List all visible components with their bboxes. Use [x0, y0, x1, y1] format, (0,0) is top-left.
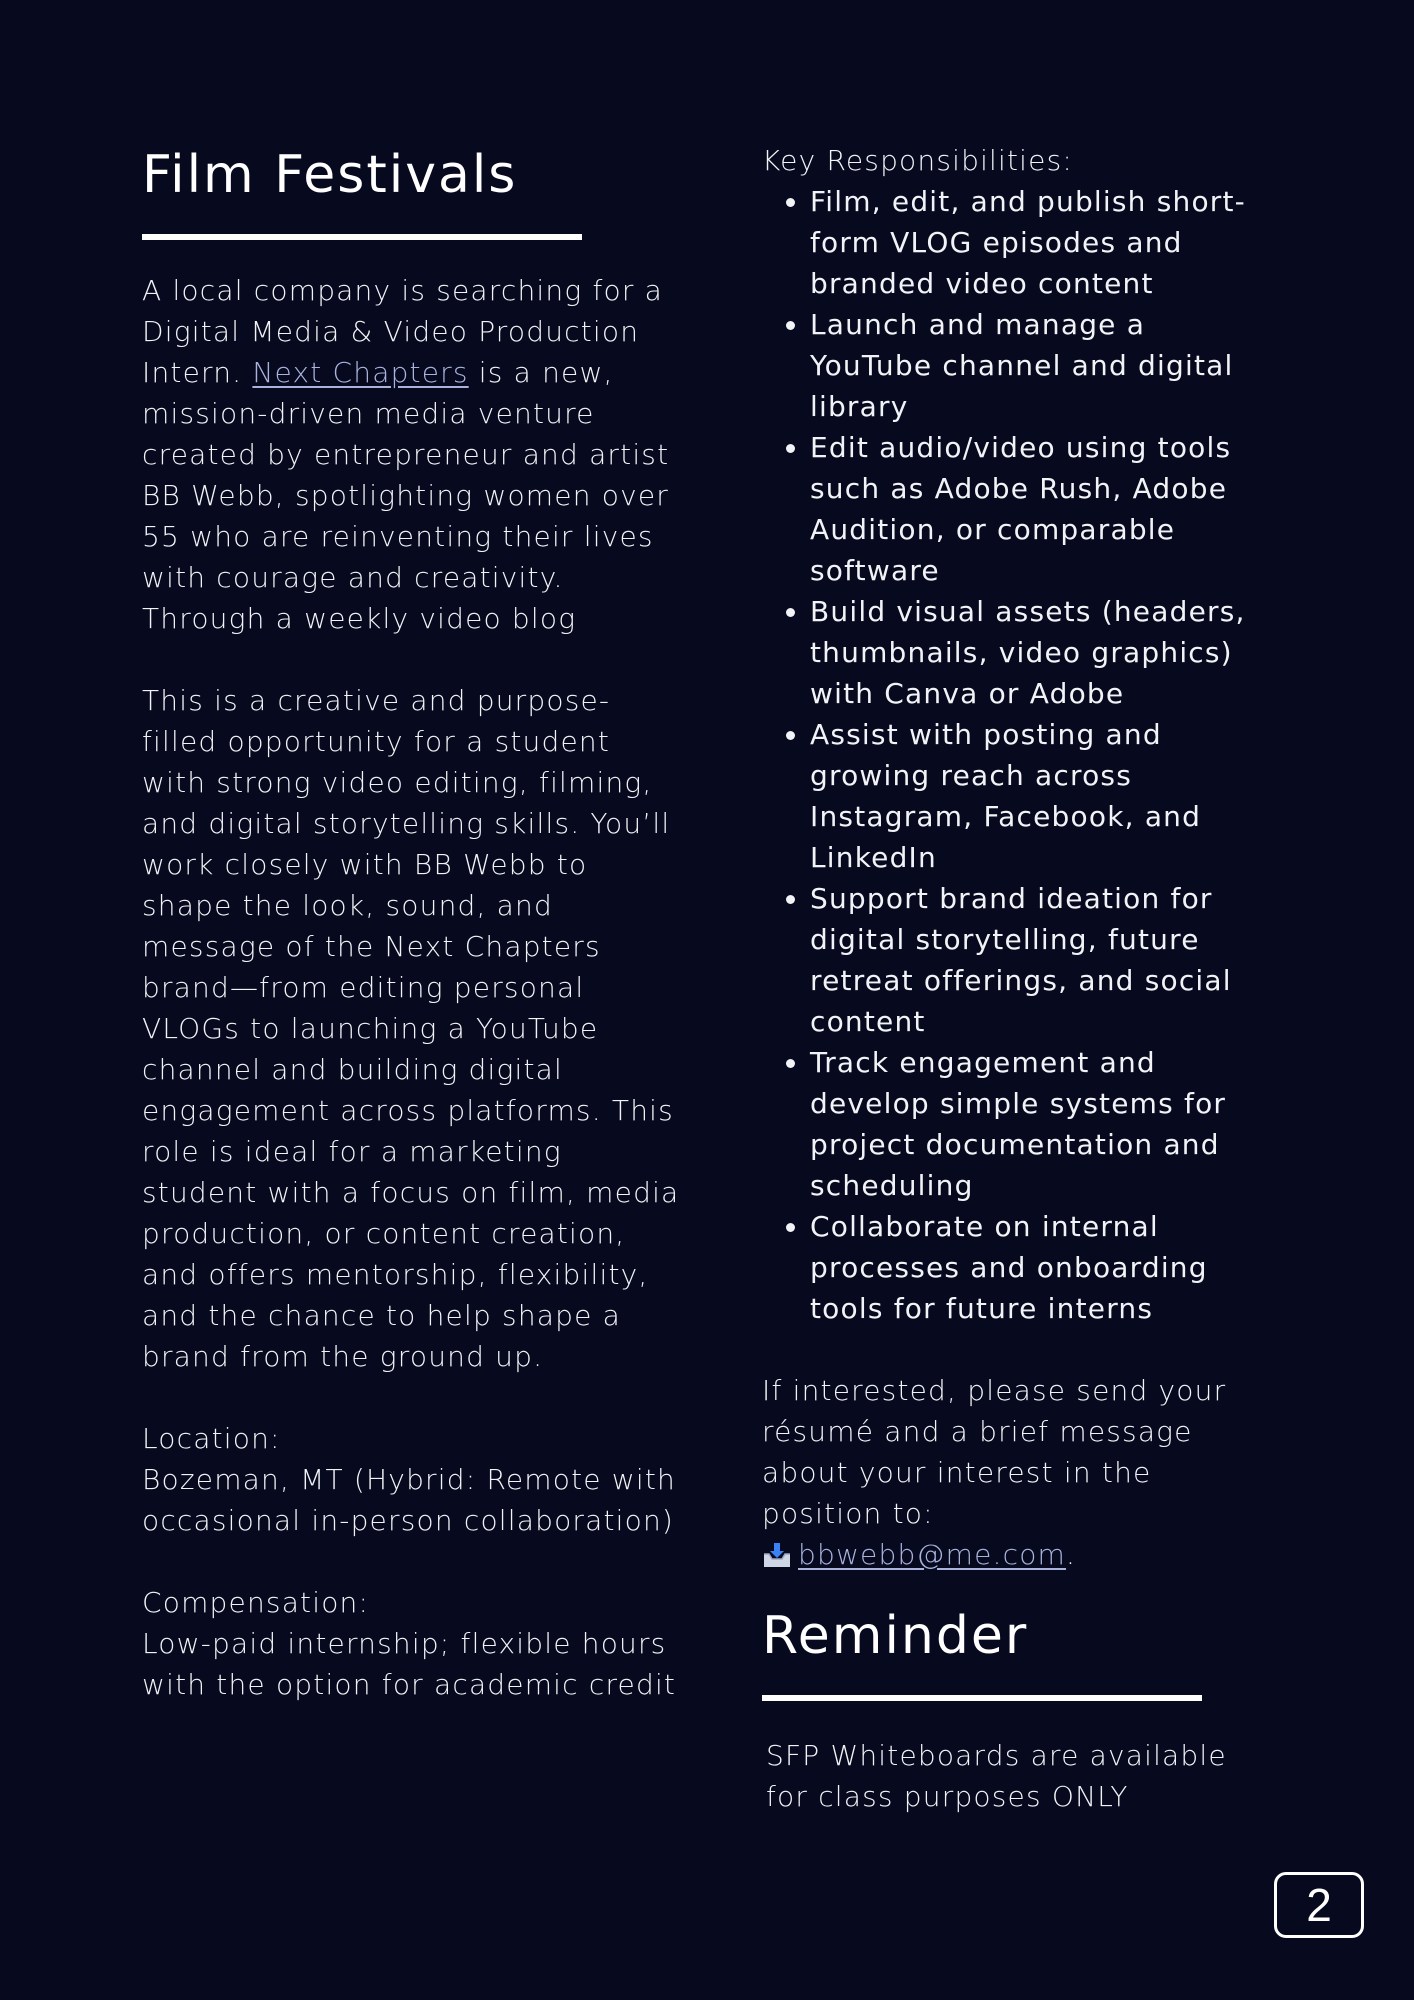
reminder-text: SFP Whiteboards are available for class purposes ONLY [766, 1739, 1227, 1813]
email-link[interactable]: bbwebb@me.com [798, 1538, 1067, 1571]
section-title-film-festivals: Film Festivals [142, 145, 518, 205]
reminder-underline [762, 1695, 1202, 1701]
responsibilities-label: Key Responsibilities: [762, 144, 1074, 177]
responsibilities-list [762, 181, 1262, 1329]
description-paragraph: This is a creative and purpose-filled opportunity for a student with strong video editing, filming, and digital storytelling skills. You’ll work closely with BB Webb to shape the look, sound, and message of the Next Chapters brand—from editing personal VLOGs to launching a YouTube channel and building digital engagement across platforms. This role is ideal for a marketing student with a focus on film, media production, or content creation, and offers mentorship, flexibility, and the chance to help shape a brand from the ground up. [142, 684, 680, 1373]
location-label: Location: [142, 1422, 281, 1455]
right-column [762, 140, 1262, 1817]
contact-paragraph: If interested, please send your résumé and a brief message about your interest in the position to: bbwebb@me.com. [762, 1370, 1262, 1579]
page-number: 2 [1274, 1872, 1364, 1938]
section-title-reminder: Reminder [762, 1606, 1029, 1666]
location-value: Bozeman, MT (Hybrid: Remote with occasional in-person collaboration) [142, 1463, 676, 1537]
compensation-block [142, 1582, 682, 1705]
list-item: • Build visual assets (headers, thumbnails, video graphics) with Canva or Adobe [810, 591, 1262, 714]
list-item: • Launch and manage a YouTube channel and digital library [810, 304, 1262, 427]
compensation-label: Compensation: [142, 1586, 370, 1619]
list-item: • Edit audio/video using tools such as Adobe Rush, Adobe Audition, or comparable software [810, 427, 1262, 591]
list-item: • Collaborate on internal processes and onboarding tools for future interns [810, 1206, 1262, 1329]
inbox-tray-icon [762, 1538, 792, 1579]
list-item: • Support brand ideation for digital storytelling, future retreat offerings, and social content [810, 878, 1262, 1042]
list-item: • Assist with posting and growing reach across Instagram, Facebook, and LinkedIn [810, 714, 1262, 878]
intro-paragraph: A local company is searching for a Digital Media & Video Production Intern. Next Chapters is a new, mission-driven media venture created by entrepreneur and artist BB Webb, spotlighting women over 55 who are reinventing their lives with courage and creativity. Through a weekly video blog [142, 274, 670, 635]
next-chapters-link[interactable]: Next Chapters [252, 356, 469, 389]
left-column [142, 140, 682, 1705]
list-item: • Track engagement and develop simple systems for project documentation and scheduling [810, 1042, 1262, 1206]
list-item: • Film, edit, and publish short-form VLOG episodes and branded video content [810, 181, 1262, 304]
compensation-value: Low-paid internship; flexible hours with the option for academic credit [142, 1627, 677, 1701]
title-underline [142, 234, 582, 240]
location-block [142, 1418, 682, 1541]
